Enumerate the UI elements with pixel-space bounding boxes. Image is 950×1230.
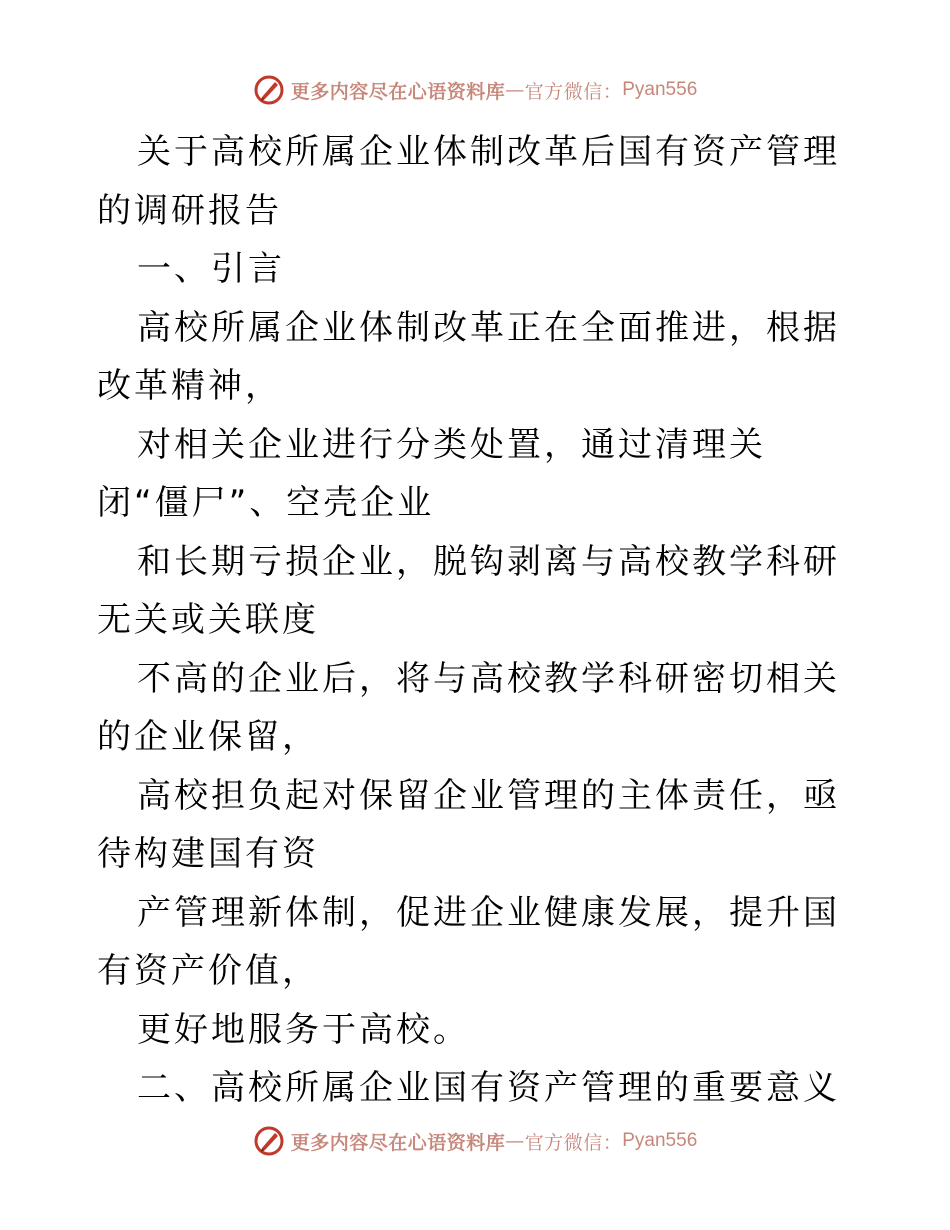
paragraph: 对相关企业进行分类处置，通过清理关闭“僵尸”、空壳企业 xyxy=(97,424,766,523)
document-body xyxy=(97,123,857,1118)
section-heading: 二、高校所属企业国有资产管理的重要意义 xyxy=(137,1068,840,1108)
watermark-wechat-id: Pyan556 xyxy=(622,1130,698,1151)
watermark-wechat-id: Pyan556 xyxy=(622,79,698,100)
paragraph: 不高的企业后，将与高校教学科研密切相关的企业保留， xyxy=(97,658,840,757)
paragraph: 和长期亏损企业，脱钩剥离与高校教学科研无关或关联度 xyxy=(97,541,840,640)
document-title: 关于高校所属企业体制改革后国有资产管理的调研报告 xyxy=(97,132,840,231)
paragraph: 高校担负起对保留企业管理的主体责任，亟待构建国有资 xyxy=(97,775,840,874)
watermark-dash: — xyxy=(505,1130,525,1152)
watermark-brand-text: 更多内容尽在心语资料库 xyxy=(290,1131,506,1154)
paragraph: 产管理新体制，促进企业健康发展，提升国有资产价值， xyxy=(97,892,840,991)
paragraph: 一、引言 xyxy=(137,249,285,289)
watermark-brand-text: 更多内容尽在心语资料库 xyxy=(290,80,506,103)
pen-circle-logo-icon xyxy=(253,1125,285,1157)
paragraph: 更好地服务于高校。 xyxy=(137,1009,470,1050)
pen-circle-logo-icon xyxy=(253,74,285,106)
watermark-wechat-label: 官方微信： xyxy=(524,1131,623,1154)
footer-watermark xyxy=(0,1121,950,1161)
watermark-dash: — xyxy=(505,79,525,101)
paragraph: 高校所属企业体制改革正在全面推进，根据改革精神， xyxy=(97,307,840,406)
header-watermark xyxy=(0,70,950,110)
watermark-wechat-label: 官方微信： xyxy=(524,80,623,103)
